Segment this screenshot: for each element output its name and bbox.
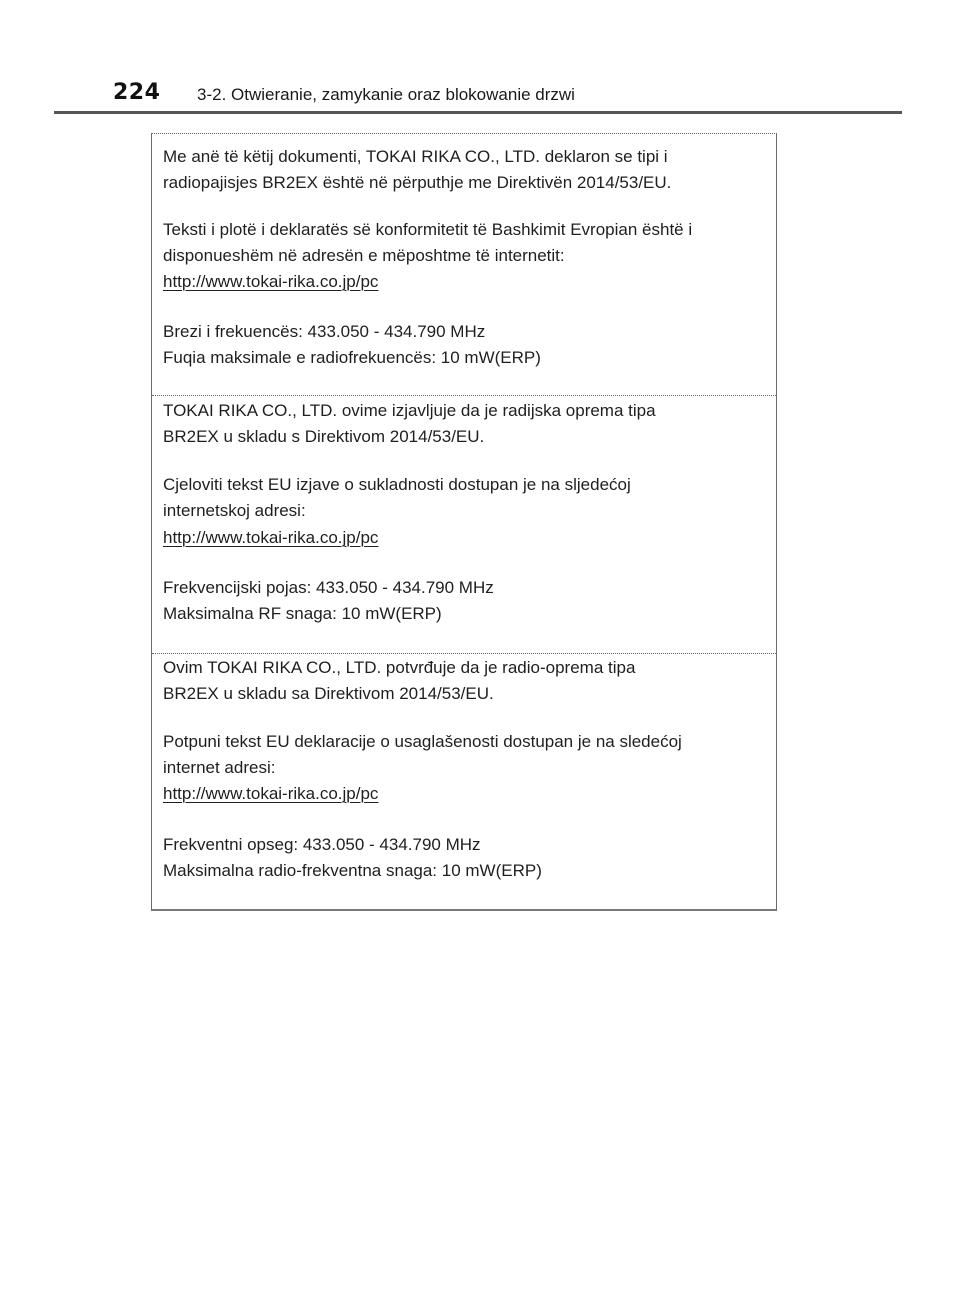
- fulltext-line: internet adresi:: [163, 758, 276, 777]
- fulltext-line: Potpuni tekst EU deklaracije o usaglašenosti dostupan je na sledećoj: [163, 732, 682, 751]
- max-power: Maksimalna RF snaga: 10 mW(ERP): [163, 604, 442, 623]
- statement-line: BR2EX u skladu s Direktivom 2014/53/EU.: [163, 427, 485, 446]
- statement-line: Me anë të këtij dokumenti, TOKAI RIKA CO., LTD. deklaron se tipi i: [163, 147, 668, 166]
- declaration-url-link[interactable]: http://www.tokai-rika.co.jp/pc: [163, 784, 379, 803]
- declaration-url-link[interactable]: http://www.tokai-rika.co.jp/pc: [163, 528, 379, 547]
- statement-line: TOKAI RIKA CO., LTD. ovime izjavljuje da je radijska oprema tipa: [163, 401, 656, 420]
- declaration-box: [151, 133, 777, 911]
- statement-line: radiopajisjes BR2EX është në përputhje me Direktivën 2014/53/EU.: [163, 173, 672, 192]
- declaration-section-croatian: [152, 395, 776, 653]
- declaration-section-albanian: [152, 134, 776, 395]
- frequency-band: Brezi i frekuencës: 433.050 - 434.790 MHz: [163, 322, 486, 341]
- fulltext-line: Cjeloviti tekst EU izjave o sukladnosti dostupan je na sljedećoj: [163, 475, 631, 494]
- fulltext-line: Teksti i plotë i deklaratës së konformitetit të Bashkimit Evropian është i: [163, 220, 693, 239]
- declaration-url-link[interactable]: http://www.tokai-rika.co.jp/pc: [163, 272, 379, 291]
- page-header: [0, 0, 960, 118]
- statement-line: BR2EX u skladu sa Direktivom 2014/53/EU.: [163, 684, 494, 703]
- header-divider: [54, 111, 902, 114]
- fulltext-line: internetskoj adresi:: [163, 501, 306, 520]
- max-power: Fuqia maksimale e radiofrekuencës: 10 mW(ERP): [163, 348, 541, 367]
- fulltext-line: disponueshëm në adresën e mëposhtme të internetit:: [163, 246, 565, 265]
- frequency-band: Frekvencijski pojas: 433.050 - 434.790 MHz: [163, 578, 494, 597]
- frequency-band: Frekventni opseg: 433.050 - 434.790 MHz: [163, 835, 481, 854]
- statement-line: Ovim TOKAI RIKA CO., LTD. potvrđuje da je radio-oprema tipa: [163, 658, 636, 677]
- page-number: 224: [113, 80, 161, 105]
- declaration-section-serbian: [152, 653, 776, 910]
- section-title: 3-2. Otwieranie, zamykanie oraz blokowanie drzwi: [197, 85, 575, 104]
- max-power: Maksimalna radio-frekventna snaga: 10 mW(ERP): [163, 861, 542, 880]
